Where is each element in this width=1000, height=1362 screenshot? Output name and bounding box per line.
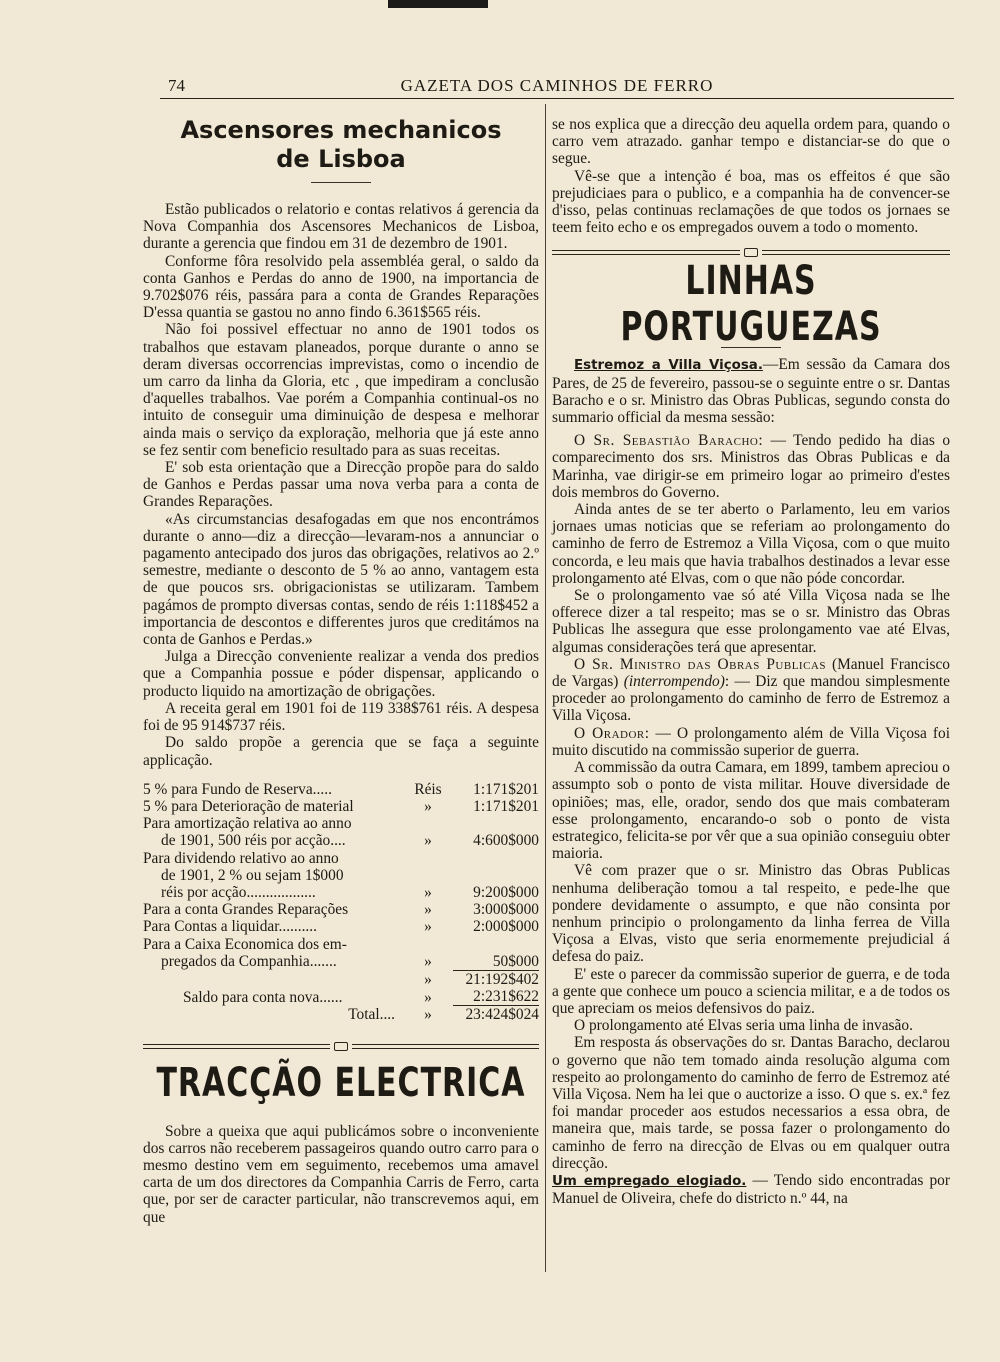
row-label: 5 % para Fundo de Reserva.....: [143, 780, 332, 798]
row-label: Para dividendo relativo ao anno: [143, 849, 339, 867]
paragraph: Não foi possivel effectuar no anno de 1901 todos os trabalhos que estavam planeados, porque durante o anno se deram diversas occorrencias imprevistas, como o incendio de um carro da linha da Gloria, etc , que impediram a conclusão d'aquelles trabalhos. Vae porém a Companhia continual-os no intuito de conseguir uma diminuição de despesa e melhorar ainda mais o serviço da exploração, melhoria que já este anno se fez sentir com beneficio resultado para as suas receitas.: [143, 321, 539, 459]
article-title-line2: de Lisboa: [276, 145, 406, 173]
publication-title: GAZETA DOS CAMINHOS DE FERRO: [400, 76, 714, 95]
ditto-mark: »: [424, 918, 432, 936]
row-label: de 1901, 2 % ou sejam 1$000: [161, 866, 344, 884]
table-row: [143, 918, 539, 935]
table-row: [143, 798, 539, 815]
row-value: 2:000$000: [473, 918, 539, 936]
speaker-name: O Orador:: [574, 724, 650, 742]
paragraph: se nos explica que a direcção deu aquella ordem para, quando o carro vem atrazado. ganhar tempo e distanciar-se do que o segue.: [552, 116, 950, 168]
paragraph: Julga a Direcção conveniente realizar a venda dos predios que a Companhia possue e póder dispensar, applicando o producto liquido na amortização de obrigações.: [143, 648, 539, 700]
row-label: 5 % para Deterioração de material: [143, 797, 354, 815]
row-label: Para a Caixa Economica dos em-: [143, 935, 347, 953]
paragraph: Estremoz a Villa Viçosa.—Em sessão da Camara dos Pares, de 25 de fevereiro, passou-se o seguinte entre o sr. Dantas Baracho e o sr. Ministro das Obras Publicas, segundo consta do summario official da mesma sessão:: [552, 356, 950, 427]
paragraph: O Orador: — O prolongamento além de Villa Viçosa foi muito discutido na commissão superior de guerra.: [552, 724, 950, 759]
paragraph: Conforme fôra resolvido pela assembléa geral, o saldo da conta Ganhos e Perdas do anno de 1900, na importancia de 9.702$076 réis, passára para a conta de Grandes Reparações D'essa quantia se gastou no anno findo 6.361$565 réis.: [143, 252, 539, 322]
subheading: Um empregado elogiado.: [552, 1173, 747, 1189]
paragraph: Sobre a queixa que aqui publicámos sobre o inconveniente dos carros não receberem passageiros quando outro carro para o mesmo destino vem em seguimento, recebemos uma amavel carta de um dos directores da Companhia Carris de Ferro, carta que, por ser de caracter particular, não transcrevemos aqui, em que: [143, 1122, 539, 1226]
currency-label: Réis: [414, 780, 442, 798]
row-label: Para a conta Grandes Reparações: [143, 901, 349, 919]
row-value: 3:000$000: [473, 901, 539, 919]
ditto-mark: »: [424, 883, 432, 901]
row-label: Para amortização relativa ao anno: [143, 815, 352, 833]
paragraph: E' sob esta orientação que a Direcção propõe para do saldo de Ganhos e Perdas passar uma nova verba para a conta de Grandes Reparações.: [143, 459, 539, 511]
ornament-icon: [744, 248, 758, 257]
ditto-mark: »: [424, 988, 432, 1006]
right-column: [552, 116, 950, 1207]
row-value: 9:200$000: [473, 883, 539, 901]
table-row: [143, 832, 539, 849]
table-row: [143, 988, 539, 1006]
row-label: de 1901, 500 réis por acção....: [161, 832, 346, 850]
row-label: pregados da Companhia.......: [161, 953, 337, 971]
paragraph: Do saldo propõe a gerencia que se faça a seguinte applicação.: [143, 734, 539, 769]
paragraph: A receita geral em 1901 foi de 119 338$761 réis. A despesa foi de 95 914$737 réis.: [143, 699, 539, 735]
article-title-line1: Ascensores mechanicos: [180, 116, 502, 144]
total-label: Total....: [348, 1006, 395, 1024]
table-row: [143, 884, 539, 901]
subtotal-value: 21:192$402: [453, 970, 539, 988]
row-label: Para Contas a liquidar..........: [143, 918, 317, 936]
saldo-label: Saldo para conta nova......: [183, 988, 343, 1006]
ditto-mark: »: [424, 953, 432, 971]
paragraph: Um empregado elogiado. — Tendo sido encontradas por Manuel de Oliveira, chefe do districto n.º 44, na: [552, 1171, 950, 1208]
page-number: 74: [168, 76, 185, 95]
table-row: [143, 850, 539, 867]
accounts-table: [143, 781, 539, 1024]
saldo-value: 2:231$622: [473, 988, 539, 1006]
ditto-mark: »: [424, 797, 432, 815]
total-value: 23:424$024: [453, 1006, 539, 1024]
left-column: [143, 116, 539, 1226]
paragraph: Ainda antes de se ter aberto o Parlamento, leu em varios jornaes umas noticias que se referiam ao prolongamento do caminho de ferro de Estremoz a Villa Viçosa, com o que muito concorda, e leu mais que havia trabalhos destinados a levar esse prolongamento até Elvas, com o que não póde concordar.: [552, 501, 950, 587]
paragraph: Em resposta ás observações do sr. Dantas Baracho, declarou o governo que não tem tomado ainda resolução alguma com respeito ao prolongamento do caminho de ferro de Estremoz até Villa Viçosa. Nem ha lei que o auctorize a isso. O que s. ex.ª fez foi mandar proceder aos estudos necessarios a essa obra, de maneira que, mais tarde, se possa fazer o prolongamento do caminho de ferro na direcção de Elvas ou em qualquer outra direcção.: [552, 1034, 950, 1172]
speaker-name: O Sr. Ministro das Obras Publicas: [574, 655, 826, 673]
paragraph: E' este o parecer da commissão superior de guerra, e de toda a gente que conhece um pouco a sciencia militar, e a de todos os que apreciam os meios defensivos do paiz.: [552, 965, 950, 1017]
table-row: [143, 815, 539, 832]
paragraph: Estão publicados o relatorio e contas relativos á gerencia da Nova Companhia dos Ascensores Mechanicos de Lisboa, durante a gerencia que findou em 31 de dezembro de 1901.: [143, 201, 539, 253]
row-value: 1:171$201: [473, 780, 539, 798]
section-ornament: [143, 1042, 539, 1051]
section-title: LINHAS PORTUGUEZAS: [620, 258, 882, 352]
table-row: [143, 867, 539, 884]
table-row: [143, 970, 539, 988]
row-value: 1:171$201: [473, 797, 539, 815]
ditto-mark: »: [424, 901, 432, 919]
speaker-name: O Sr. Sebastião Baracho:: [574, 432, 764, 450]
ditto-mark: »: [424, 832, 432, 850]
table-row: [143, 1006, 539, 1024]
binding-mark: [388, 0, 488, 8]
column-divider: [545, 104, 546, 1272]
paragraph: O Sr. Ministro das Obras Publicas (Manuel Francisco de Vargas) (interrompendo): — Diz que mandou simplesmente proceder ao prolongamento do caminho de ferro de Estremoz a Villa Viçosa.: [552, 655, 950, 725]
table-row: [143, 781, 539, 798]
ditto-mark: »: [424, 970, 432, 988]
row-label: réis por acção..................: [161, 883, 316, 901]
paragraph: Vê-se que a intenção é boa, mas os effeitos é que são prejudiciaes para o publico, e a companhia ha de convencer-se d'isso, pelas continuas reclamações de que todos os jornaes se teem feito echo e os empregados ouvem a todo o momento.: [552, 167, 950, 237]
paragraph: Se o prolongamento vae só até Villa Viçosa nada se lhe offerece dizer a tal respeito; mas se o sr. Ministro das Obras Publicas lhe assegura que esse prolongamento vae até Elvas, algumas considerações terá que apresentar.: [552, 587, 950, 656]
table-row: [143, 953, 539, 971]
article-title: TRACÇÃO ELECTRICA: [156, 1059, 526, 1107]
ditto-mark: »: [424, 1006, 432, 1024]
subheading: Estremoz a Villa Viçosa.: [574, 358, 763, 374]
table-row: [143, 901, 539, 918]
paragraph: «As circumstancias desafogadas em que nos encontrámos durante o anno—diz a direcção—levaram-nos a annunciar o pagamento antecipado dos juros das obrigações, relativos ao 2.º semestre, mediante o desconto de 5 % ao anno, vantagem esta de que poucos srs. obrigacionistas se utilizaram. Tambem pagámos de prompto diversas contas, sendo de réis 1:118$452 a importancia de descontos e differentes juros que creditámos na conta de Ganhos e Perdas.»: [143, 510, 539, 649]
table-row: [143, 936, 539, 953]
row-value: 50$000: [492, 952, 539, 970]
paragraph: O Sr. Sebastião Baracho: — Tendo pedido ha dias o comparecimento dos srs. Ministros das Obras Publicas e da Marinha, vae dirigir-se em primeiro logar ao primeiro d'estes dois membros do Governo.: [552, 432, 951, 501]
title-rule: [311, 182, 371, 183]
paragraph: A commissão da outra Camara, em 1899, tambem apreciou o assumpto sob o ponto de vista militar. Houve diversidade de opiniões; mas, elle, orador, sendo dos que mais combateram esse prolongamento, encarando-o sob o ponto de vista estrategico, felicita-se por vêr que a sua opinião conseguiu obter maioria.: [552, 759, 950, 863]
row-value: 4:600$000: [473, 832, 539, 850]
paragraph: Vê com prazer que o sr. Ministro das Obras Publicas nenhuma deliberação tomou a tal respeito, e pede-lhe que pondere devidamente o assumpto, e que não consinta por nenhum principio o prolongamento da linha ferrea de Villa Viçosa a Elvas, visto que seria enormemente prejudicial á defesa do paiz.: [552, 862, 950, 966]
section-ornament: [552, 248, 950, 257]
page-header: [160, 72, 954, 99]
paragraph: O prolongamento até Elvas seria uma linha de invasão.: [574, 1017, 913, 1035]
ornament-icon: [334, 1042, 348, 1051]
